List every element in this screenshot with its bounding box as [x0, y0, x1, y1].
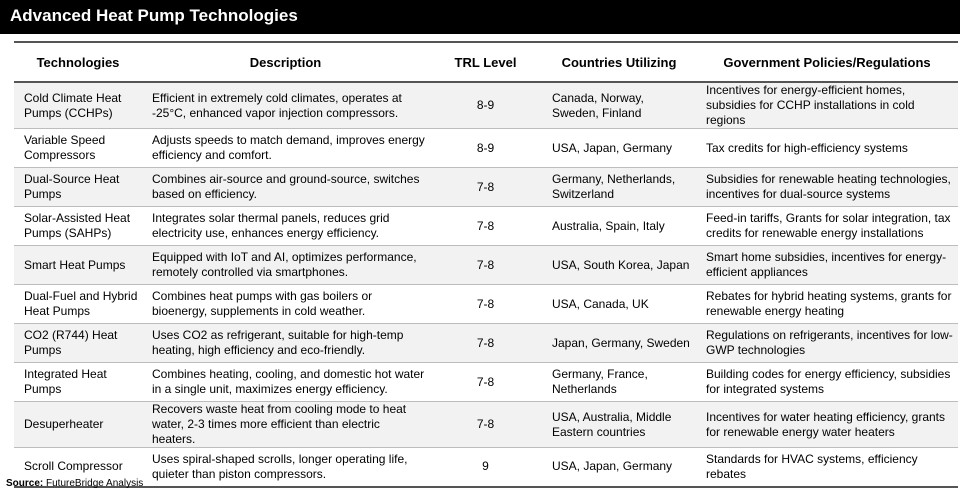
cell-countries: USA, Japan, Germany [542, 129, 696, 168]
table-body [14, 82, 958, 487]
cell-technology: Dual-Fuel and Hybrid Heat Pumps [14, 285, 142, 324]
cell-description: Combines air-source and ground-source, switches based on efficiency. [142, 168, 429, 207]
cell-trl-level: 8-9 [429, 129, 542, 168]
cell-countries: Japan, Germany, Sweden [542, 324, 696, 363]
cell-countries: Australia, Spain, Italy [542, 207, 696, 246]
cell-policy: Rebates for hybrid heating systems, grants for renewable energy heating [696, 285, 958, 324]
table-row [14, 448, 958, 487]
cell-technology: Scroll Compressor [14, 448, 142, 487]
table-header [14, 42, 958, 82]
cell-policy: Smart home subsidies, incentives for energy-efficient appliances [696, 246, 958, 285]
cell-countries: Canada, Norway, Sweden, Finland [542, 82, 696, 129]
cell-policy: Subsidies for renewable heating technologies, incentives for dual-source systems [696, 168, 958, 207]
cell-policy: Incentives for energy-efficient homes, subsidies for CCHP installations in cold regions [696, 82, 958, 129]
cell-countries: Germany, France, Netherlands [542, 363, 696, 402]
cell-trl-level: 9 [429, 448, 542, 487]
source-note [6, 478, 143, 489]
cell-description: Integrates solar thermal panels, reduces grid electricity use, enhances energy efficiency. [142, 207, 429, 246]
cell-description: Recovers waste heat from cooling mode to heat water, 2-3 times more efficient than electric heaters. [142, 402, 429, 448]
cell-policy: Tax credits for high-efficiency systems [696, 129, 958, 168]
cell-policy: Incentives for water heating efficiency, grants for renewable energy water heaters [696, 402, 958, 448]
table-row [14, 363, 958, 402]
technologies-table-container [14, 41, 958, 488]
cell-description: Combines heating, cooling, and domestic hot water in a single unit, maximizes energy efficiency. [142, 363, 429, 402]
page-title [0, 0, 960, 34]
header-technologies: Technologies [14, 42, 142, 82]
cell-countries: USA, Japan, Germany [542, 448, 696, 487]
cell-trl-level: 7-8 [429, 207, 542, 246]
header-countries: Countries Utilizing [542, 42, 696, 82]
cell-description: Equipped with IoT and AI, optimizes performance, remotely controlled via smartphones. [142, 246, 429, 285]
cell-trl-level: 7-8 [429, 363, 542, 402]
cell-trl-level: 7-8 [429, 324, 542, 363]
technologies-table [14, 41, 958, 488]
source-text: FutureBridge Analysis [46, 478, 144, 489]
cell-technology: CO2 (R744) Heat Pumps [14, 324, 142, 363]
cell-description: Adjusts speeds to match demand, improves energy efficiency and comfort. [142, 129, 429, 168]
cell-technology: Dual-Source Heat Pumps [14, 168, 142, 207]
cell-description: Efficient in extremely cold climates, operates at -25°C, enhanced vapor injection compressors. [142, 82, 429, 129]
table-row [14, 324, 958, 363]
table-row [14, 82, 958, 129]
table-row [14, 402, 958, 448]
cell-technology: Variable Speed Compressors [14, 129, 142, 168]
cell-trl-level: 7-8 [429, 402, 542, 448]
cell-countries: USA, Australia, Middle Eastern countries [542, 402, 696, 448]
cell-trl-level: 7-8 [429, 168, 542, 207]
cell-technology: Cold Climate Heat Pumps (CCHPs) [14, 82, 142, 129]
cell-technology: Integrated Heat Pumps [14, 363, 142, 402]
cell-policy: Standards for HVAC systems, efficiency rebates [696, 448, 958, 487]
cell-countries: USA, South Korea, Japan [542, 246, 696, 285]
table-row [14, 285, 958, 324]
cell-trl-level: 7-8 [429, 246, 542, 285]
header-row [14, 42, 958, 82]
cell-countries: USA, Canada, UK [542, 285, 696, 324]
cell-countries: Germany, Netherlands, Switzerland [542, 168, 696, 207]
cell-policy: Feed-in tariffs, Grants for solar integration, tax credits for renewable energy installations [696, 207, 958, 246]
header-trl-level: TRL Level [429, 42, 542, 82]
table-row [14, 129, 958, 168]
cell-trl-level: 7-8 [429, 285, 542, 324]
header-description: Description [142, 42, 429, 82]
table-row [14, 207, 958, 246]
cell-policy: Building codes for energy efficiency, subsidies for integrated systems [696, 363, 958, 402]
cell-description: Uses spiral-shaped scrolls, longer operating life, quieter than piston compressors. [142, 448, 429, 487]
cell-technology: Solar-Assisted Heat Pumps (SAHPs) [14, 207, 142, 246]
page-title-text: Advanced Heat Pump Technologies [10, 6, 298, 25]
cell-policy: Regulations on refrigerants, incentives for low-GWP technologies [696, 324, 958, 363]
source-label: Source: [6, 478, 44, 489]
cell-description: Combines heat pumps with gas boilers or bioenergy, supplements in cold weather. [142, 285, 429, 324]
cell-technology: Desuperheater [14, 402, 142, 448]
table-row [14, 168, 958, 207]
table-row [14, 246, 958, 285]
cell-trl-level: 8-9 [429, 82, 542, 129]
cell-technology: Smart Heat Pumps [14, 246, 142, 285]
header-policies: Government Policies/Regulations [696, 42, 958, 82]
cell-description: Uses CO2 as refrigerant, suitable for high-temp heating, high efficiency and eco-friendly. [142, 324, 429, 363]
